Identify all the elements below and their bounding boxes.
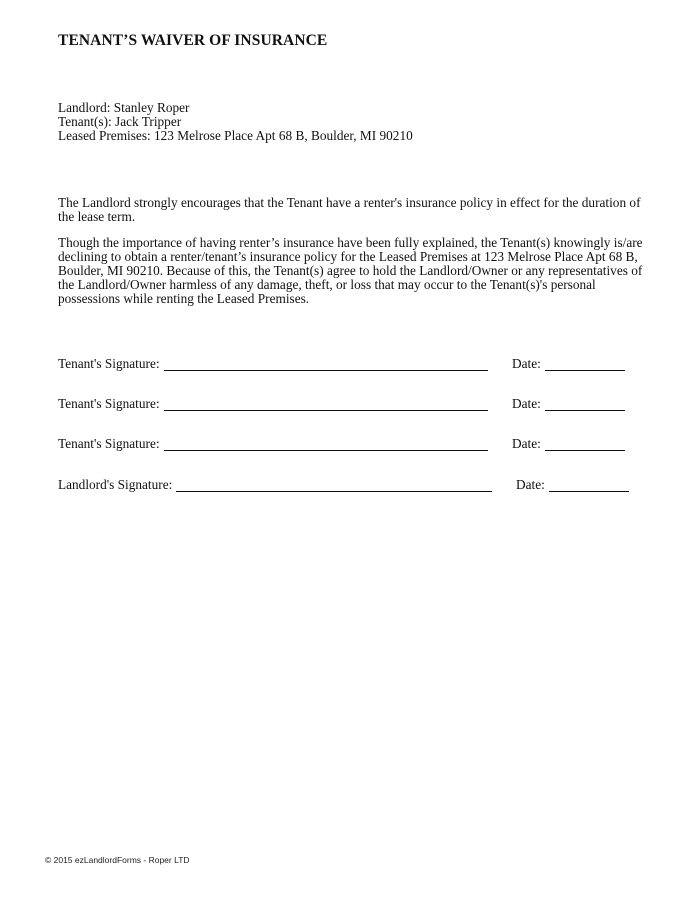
copyright-footer: © 2015 ezLandlordForms - Roper LTD [45, 855, 190, 865]
encouragement-paragraph: The Landlord strongly encourages that the Tenant have a renter's insurance policy in effect for the duration of the lease term. [58, 195, 641, 224]
tenant-signature-label-1: Tenant's Signature: [58, 356, 160, 371]
tenant-signature-line-1[interactable] [164, 370, 488, 371]
landlord-name: Landlord: Stanley Roper [58, 100, 190, 115]
landlord-signature-line[interactable] [176, 491, 492, 492]
date-label-4: Date: [516, 477, 545, 492]
waiver-paragraph: Though the importance of having renter’s insurance have been fully explained, the Tenant(s) knowingly is/are declining to obtain a renter/tenant’s insurance policy for the Leased Premises at 123 Melrose Place Apt 68 B, Boulder, MI 90210. Because of this, the Tenant(s) agree to hold the Landlord/Owner or any representatives of the Landlord/Owner harmless of any damage, theft, or loss that may occur to the Tenant(s)'s personal possessions while renting the Leased Premises. [58, 235, 643, 306]
parties-block [58, 101, 413, 143]
tenant-signature-label-3: Tenant's Signature: [58, 436, 160, 451]
date-label-3: Date: [512, 436, 541, 451]
date-label-2: Date: [512, 396, 541, 411]
tenant-names: Tenant(s): Jack Tripper [58, 114, 182, 129]
landlord-signature-label: Landlord's Signature: [58, 477, 173, 492]
date-line-1[interactable] [545, 370, 625, 371]
leased-premises: Leased Premises: 123 Melrose Place Apt 68 B, Boulder, MI 90210 [58, 128, 413, 143]
tenant-signature-line-3[interactable] [164, 450, 488, 451]
tenant-signature-line-2[interactable] [164, 410, 488, 411]
date-line-2[interactable] [545, 410, 625, 411]
date-line-3[interactable] [545, 450, 625, 451]
tenant-signature-label-2: Tenant's Signature: [58, 396, 160, 411]
document-title: TENANT’S WAIVER OF INSURANCE [58, 32, 328, 49]
date-label-1: Date: [512, 356, 541, 371]
date-line-4[interactable] [549, 491, 629, 492]
